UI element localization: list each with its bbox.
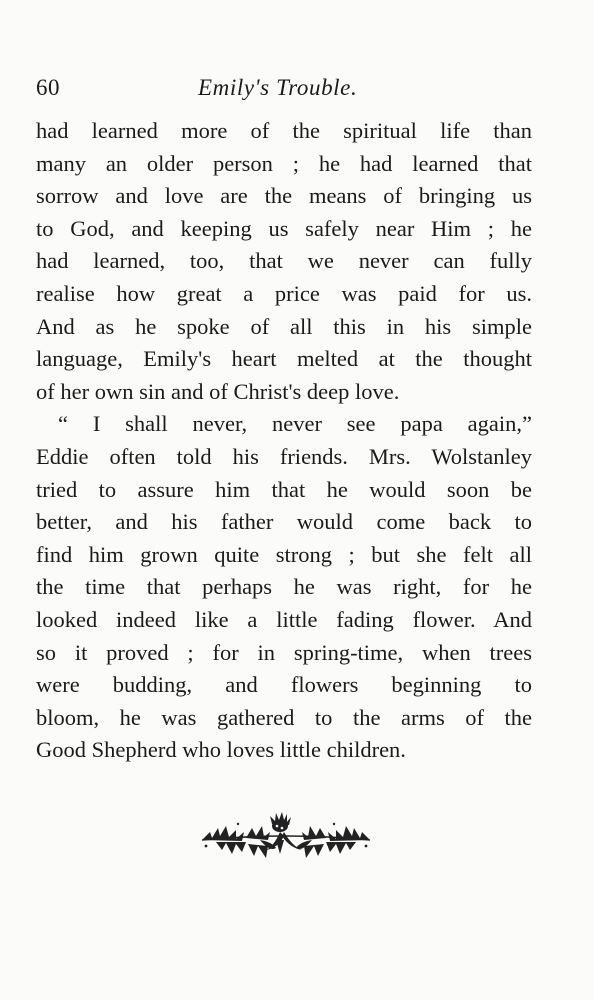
text-line: realise how great a price was paid for us. [36,280,532,306]
running-head [36,70,532,106]
text-line: were budding, and flowers beginning to [36,672,532,698]
text-line: find him grown quite strong ; but she felt all [36,541,532,567]
text-line: And as he spoke of all this in his simple [36,313,532,339]
text-line: of her own sin and of Christ's deep love. [36,378,400,404]
text-line: tried to assure him that he would soon be [36,476,532,502]
text-line: had learned more of the spiritual life than [36,118,532,143]
text-line: the time that perhaps he was right, for he [36,574,532,600]
text-line: looked indeed like a little fading flower. And [36,606,532,632]
text-line: better, and his father would come back to [36,509,532,535]
text-line: had learned, too, that we never can fully [36,248,532,274]
thistle-vignette-icon [196,810,376,870]
text-line: sorrow and love are the means of bringing us [36,183,532,209]
page-number: 60 [36,75,60,100]
text-line: many an older person ; he had learned that [36,150,532,176]
text-line: so it proved ; for in spring-time, when trees [36,639,532,665]
text-line: Good Shepherd who loves little children. [36,737,406,763]
running-title: Emily's Trouble. [198,75,358,100]
text-line: bloom, he was gathered to the arms of the [36,704,532,730]
text-line: to God, and keeping us safely near Him ; he [36,215,532,241]
text-line: Eddie often told his friends. Mrs. Wolstanley [36,443,532,469]
text-line: language, Emily's heart melted at the thought [36,346,532,372]
text-line: “ I shall never, never see papa again,” [58,411,532,437]
body-text [36,115,532,767]
